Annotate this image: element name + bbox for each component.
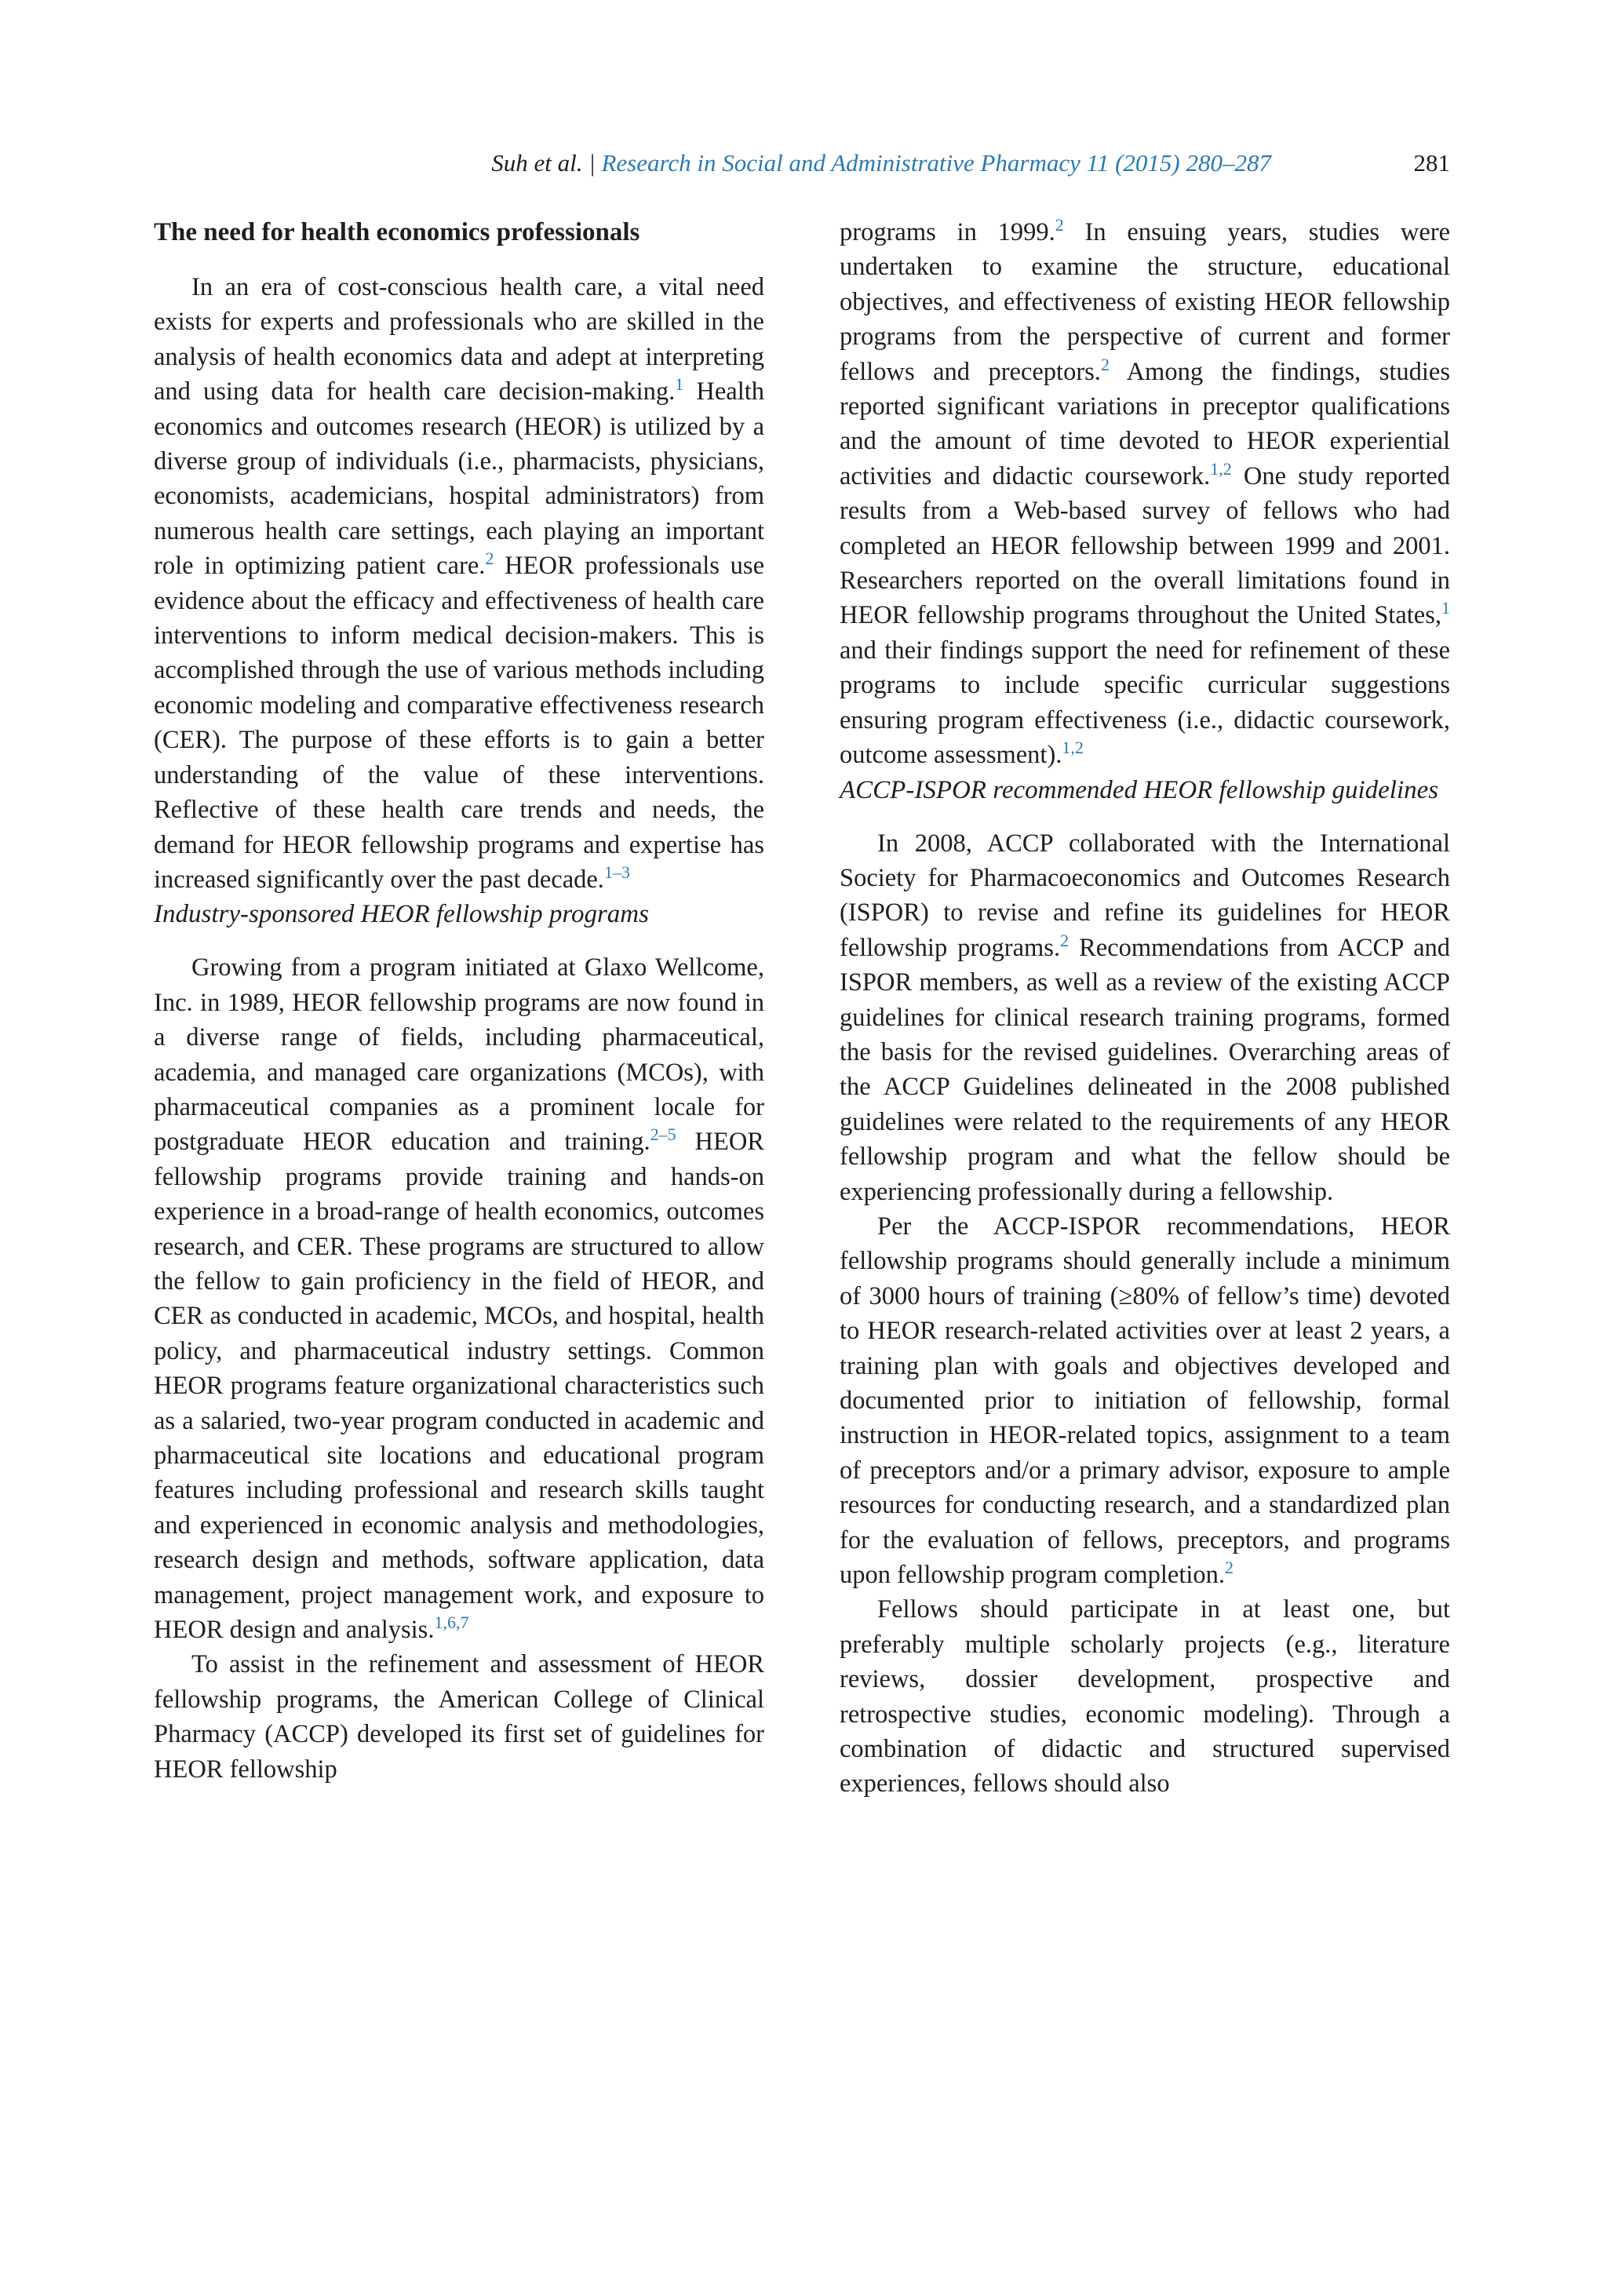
- section-heading-guidelines: ACCP-ISPOR recommended HEOR fellowship guidelines: [840, 775, 1439, 804]
- journal-link[interactable]: Research in Social and Administrative Pharmacy 11 (2015) 280–287: [601, 149, 1271, 177]
- section-heading-need: The need for health economics professionals: [154, 218, 640, 246]
- citation-link[interactable]: 1–3: [603, 862, 630, 883]
- paragraph-industry-1: Growing from a program initiated at Glaxo Wellcome, Inc. in 1989, HEOR fellowship programs are now found in a diverse range of fields, including pharmaceutical, academia, and managed care organizations (MCOs), with pharmaceutical companies as a prominent locale for postgraduate HEOR education and training.$^{2-5}$ HEOR fellowship programs provide training and hands-on experience in a broad-range of health economics, outcomes research, and CER. These programs are structured to allow the fellow to gain proficiency in the field of HEOR, and CER as conducted in academic, MCOs, and hospital, health policy, and pharmaceutical industry settings. Common HEOR programs feature organizational characteristics such as a salaried, two-year program conducted in academic and pharmaceutical site locations and educational program features including professional and research skills taught and experienced in economic analysis and methodologies, research design and methods, software application, data management, project management work, and exposure to HEOR design and analysis.$^{1,6,7}$: [154, 953, 764, 1645]
- paragraph-guidelines-2: Per the ACCP-ISPOR recommendations, HEOR fellowship programs should generally include a minimum of 3000 hours of training (≥80% of fellow’s time) devoted to HEOR research-related activities over at least 2 years, a training plan with goals and objectives developed and documented prior to initiation of fellowship, formal instruction in HEOR-related topics, assignment to a team of preceptors and/or a primary advisor, exposure to ample resources for conducting research, and a standardized plan for the evaluation of fellows, preceptors, and programs upon fellowship program completion.$^2$: [840, 1212, 1450, 1590]
- section-heading-industry: Industry-sponsored HEOR fellowship programs: [154, 900, 649, 929]
- header-authors: Suh et al. |: [491, 149, 602, 177]
- citation-link[interactable]: 2–5: [650, 1124, 676, 1145]
- running-header: [154, 148, 1450, 179]
- page-number: 281: [1413, 149, 1450, 177]
- citation-link[interactable]: 1: [675, 374, 684, 395]
- paragraph-guidelines-1: In 2008, ACCP collaborated with the International Society for Pharmacoeconomics and Outcomes Research (ISPOR) to revise and refine its guidelines for HEOR fellowship programs.$^2$ Recommendations from ACCP and ISPOR members, as well as a review of the existing ACCP guidelines for clinical research training programs, formed the basis for the revised guidelines. Overarching areas of the ACCP Guidelines delineated in the 2008 published guidelines were related to the requirements of any HEOR fellowship program and what the fellow should be experiencing professionally during a fellowship.: [840, 829, 1451, 1206]
- citation-link[interactable]: 2: [485, 548, 494, 569]
- paragraph-guidelines-3: Fellows should participate in at least one, but preferably multiple scholarly projects (e.g., literature reviews, dossier development, prospective and retrospective studies, economic modeling). Through a combination of didactic and structured supervised experiences, fellows should also: [840, 1595, 1450, 1799]
- paragraph-industry-2: To assist in the refinement and assessment of HEOR fellowship programs, the American College of Clinical Pharmacy (ACCP) developed its first set of guidelines for HEOR fellowship: [154, 1650, 764, 1784]
- citation-link[interactable]: 2: [1055, 215, 1064, 235]
- citation-link[interactable]: 1,2: [1210, 459, 1232, 479]
- citation-link[interactable]: 2: [1100, 354, 1110, 374]
- citation-link[interactable]: 2: [1225, 1558, 1234, 1578]
- citation-link[interactable]: 2: [1060, 930, 1070, 950]
- paragraph-need: In an era of cost-conscious health care, a vital need exists for experts and professionals who are skilled in the analysis of health economics data and adept at interpreting and using data for health care decision-making.$^1$ Health economics and outcomes research (HEOR) is utilized by a diverse group of individuals (i.e., pharmacists, physicians, economists, academicians, hospital administrators) from numerous health care settings, each playing an important role in optimizing patient care.$^2$ HEOR professionals use evidence about the efficacy and effectiveness of health care interventions to inform medical decision-makers. This is accomplished through the use of various methods including economic modeling and comparative effectiveness research (CER). The purpose of these efforts is to gain a better understanding of the value of these interventions. Reflective of these health care trends and needs, the demand for HEOR fellowship programs and expertise has increased significantly over the past decade.$^{1-3}$: [154, 273, 765, 894]
- citation-link[interactable]: 1,2: [1062, 738, 1084, 758]
- left-column: [154, 215, 764, 1787]
- running-title: [491, 148, 1271, 179]
- citation-link[interactable]: 1: [1441, 598, 1450, 618]
- citation-link[interactable]: 1,6,7: [434, 1613, 469, 1633]
- right-column: [840, 215, 1450, 1802]
- paragraph-continued: programs in 1999.$^2$ In ensuing years, studies were undertaken to examine the structure, educational objectives, and effectiveness of existing HEOR fellowship programs from the perspective of current and former fellows and preceptors.$^2$ Among the findings, studies reported significant variations in preceptor qualifications and the amount of time devoted to HEOR experiential activities and didactic coursework.$^{1,2}$ One study reported results from a Web-based survey of fellows who had completed an HEOR fellowship between 1999 and 2001. Researchers reported on the overall limitations found in HEOR fellowship programs throughout the United States,$^1$ and their findings support the need for refinement of these programs to include specific curricular suggestions ensuring program effectiveness (i.e., didactic coursework, outcome assessment).$^{1,2}$: [840, 215, 1451, 770]
